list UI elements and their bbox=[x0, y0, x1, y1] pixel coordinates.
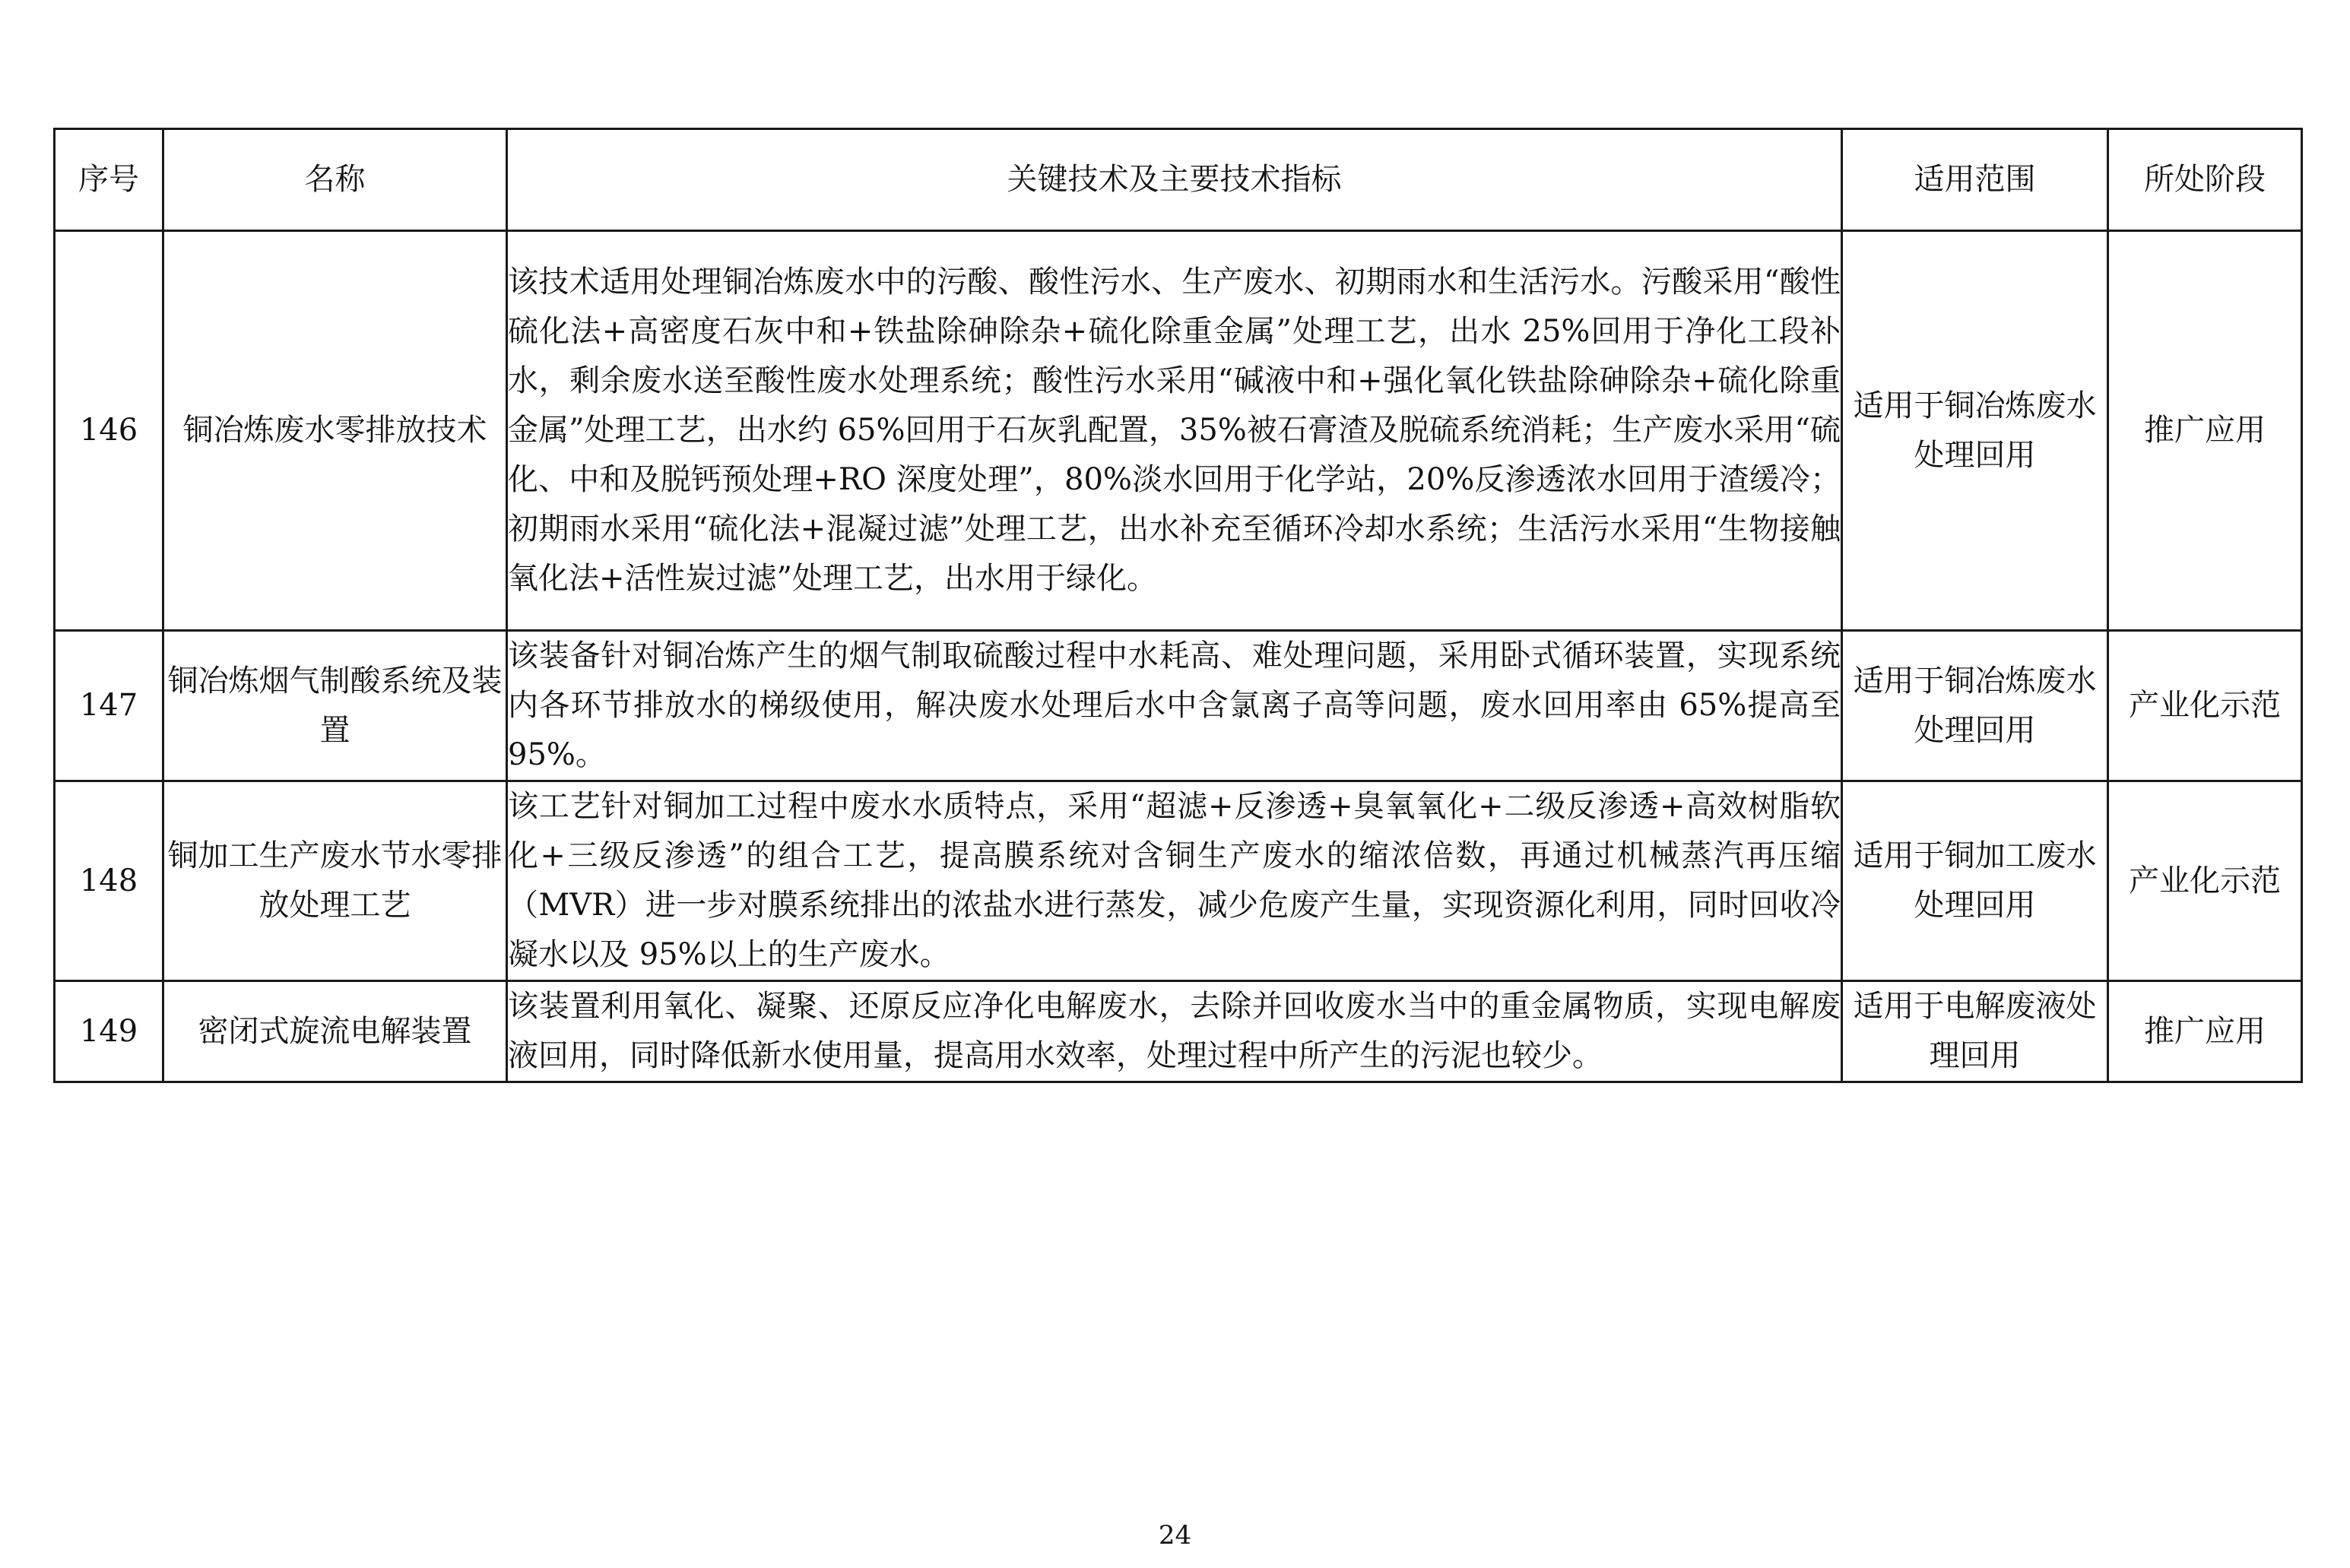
table-row bbox=[55, 981, 2302, 1082]
table-header-row bbox=[55, 129, 2302, 231]
header-stage: 所处阶段 bbox=[2108, 129, 2302, 231]
row-description: 该装备针对铜冶炼产生的烟气制取硫酸过程中水耗高、难处理问题，采用卧式循环装置，实现系统内各环节排放水的梯级使用，解决废水处理后水中含氯离子高等问题，废水回用率由 65%提高至 95%。 bbox=[507, 631, 1842, 781]
row-scope: 适用于铜冶炼废水处理回用 bbox=[1842, 231, 2108, 631]
table-row bbox=[55, 231, 2302, 631]
row-name: 密闭式旋流电解装置 bbox=[163, 981, 507, 1082]
row-scope: 适用于铜加工废水处理回用 bbox=[1842, 781, 2108, 981]
row-description: 该工艺针对铜加工过程中废水水质特点，采用“超滤+反渗透+臭氧氧化+二级反渗透+高效树脂软化+三级反渗透”的组合工艺，提高膜系统对含铜生产废水的缩浓倍数，再通过机械蒸汽再压缩（MVR）进一步对膜系统排出的浓盐水进行蒸发，减少危废产生量，实现资源化利用，同时回收冷凝水以及 95%以上的生产废水。 bbox=[507, 781, 1842, 981]
row-stage: 推广应用 bbox=[2108, 981, 2302, 1082]
row-scope: 适用于铜冶炼废水处理回用 bbox=[1842, 631, 2108, 781]
row-description: 该装置利用氧化、凝聚、还原反应净化电解废水，去除并回收废水当中的重金属物质，实现电解废液回用，同时降低新水使用量，提高用水效率，处理过程中所产生的污泥也较少。 bbox=[507, 981, 1842, 1082]
header-name: 名称 bbox=[163, 129, 507, 231]
row-name: 铜冶炼烟气制酸系统及装置 bbox=[163, 631, 507, 781]
page-number: 24 bbox=[1158, 1520, 1192, 1551]
row-name: 铜冶炼废水零排放技术 bbox=[163, 231, 507, 631]
row-number: 147 bbox=[55, 631, 163, 781]
row-description: 该技术适用处理铜冶炼废水中的污酸、酸性污水、生产废水、初期雨水和生活污水。污酸采用“酸性硫化法+高密度石灰中和+铁盐除砷除杂+硫化除重金属”处理工艺，出水 25%回用于净化工段补水，剩余废水送至酸性废水处理系统；酸性污水采用“碱液中和+强化氧化铁盐除砷除杂+硫化除重金属”处理工艺，出水约 65%回用于石灰乳配置，35%被石膏渣及脱硫系统消耗；生产废水采用“硫化、中和及脱钙预处理+RO 深度处理”，80%淡水回用于化学站，20%反渗透浓水回用于渣缓冷；初期雨水采用“硫化法+混凝过滤”处理工艺，出水补充至循环冷却水系统；生活污水采用“生物接触氧化法+活性炭过滤”处理工艺，出水用于绿化。 bbox=[507, 231, 1842, 631]
table-row bbox=[55, 631, 2302, 781]
row-stage: 产业化示范 bbox=[2108, 781, 2302, 981]
header-serial-number: 序号 bbox=[55, 129, 163, 231]
row-number: 148 bbox=[55, 781, 163, 981]
row-name: 铜加工生产废水节水零排放处理工艺 bbox=[163, 781, 507, 981]
row-number: 149 bbox=[55, 981, 163, 1082]
header-key-technology: 关键技术及主要技术指标 bbox=[507, 129, 1842, 231]
row-number: 146 bbox=[55, 231, 163, 631]
technology-table bbox=[53, 128, 2303, 1083]
table-row bbox=[55, 781, 2302, 981]
header-scope: 适用范围 bbox=[1842, 129, 2108, 231]
row-stage: 推广应用 bbox=[2108, 231, 2302, 631]
row-stage: 产业化示范 bbox=[2108, 631, 2302, 781]
row-scope: 适用于电解废液处理回用 bbox=[1842, 981, 2108, 1082]
